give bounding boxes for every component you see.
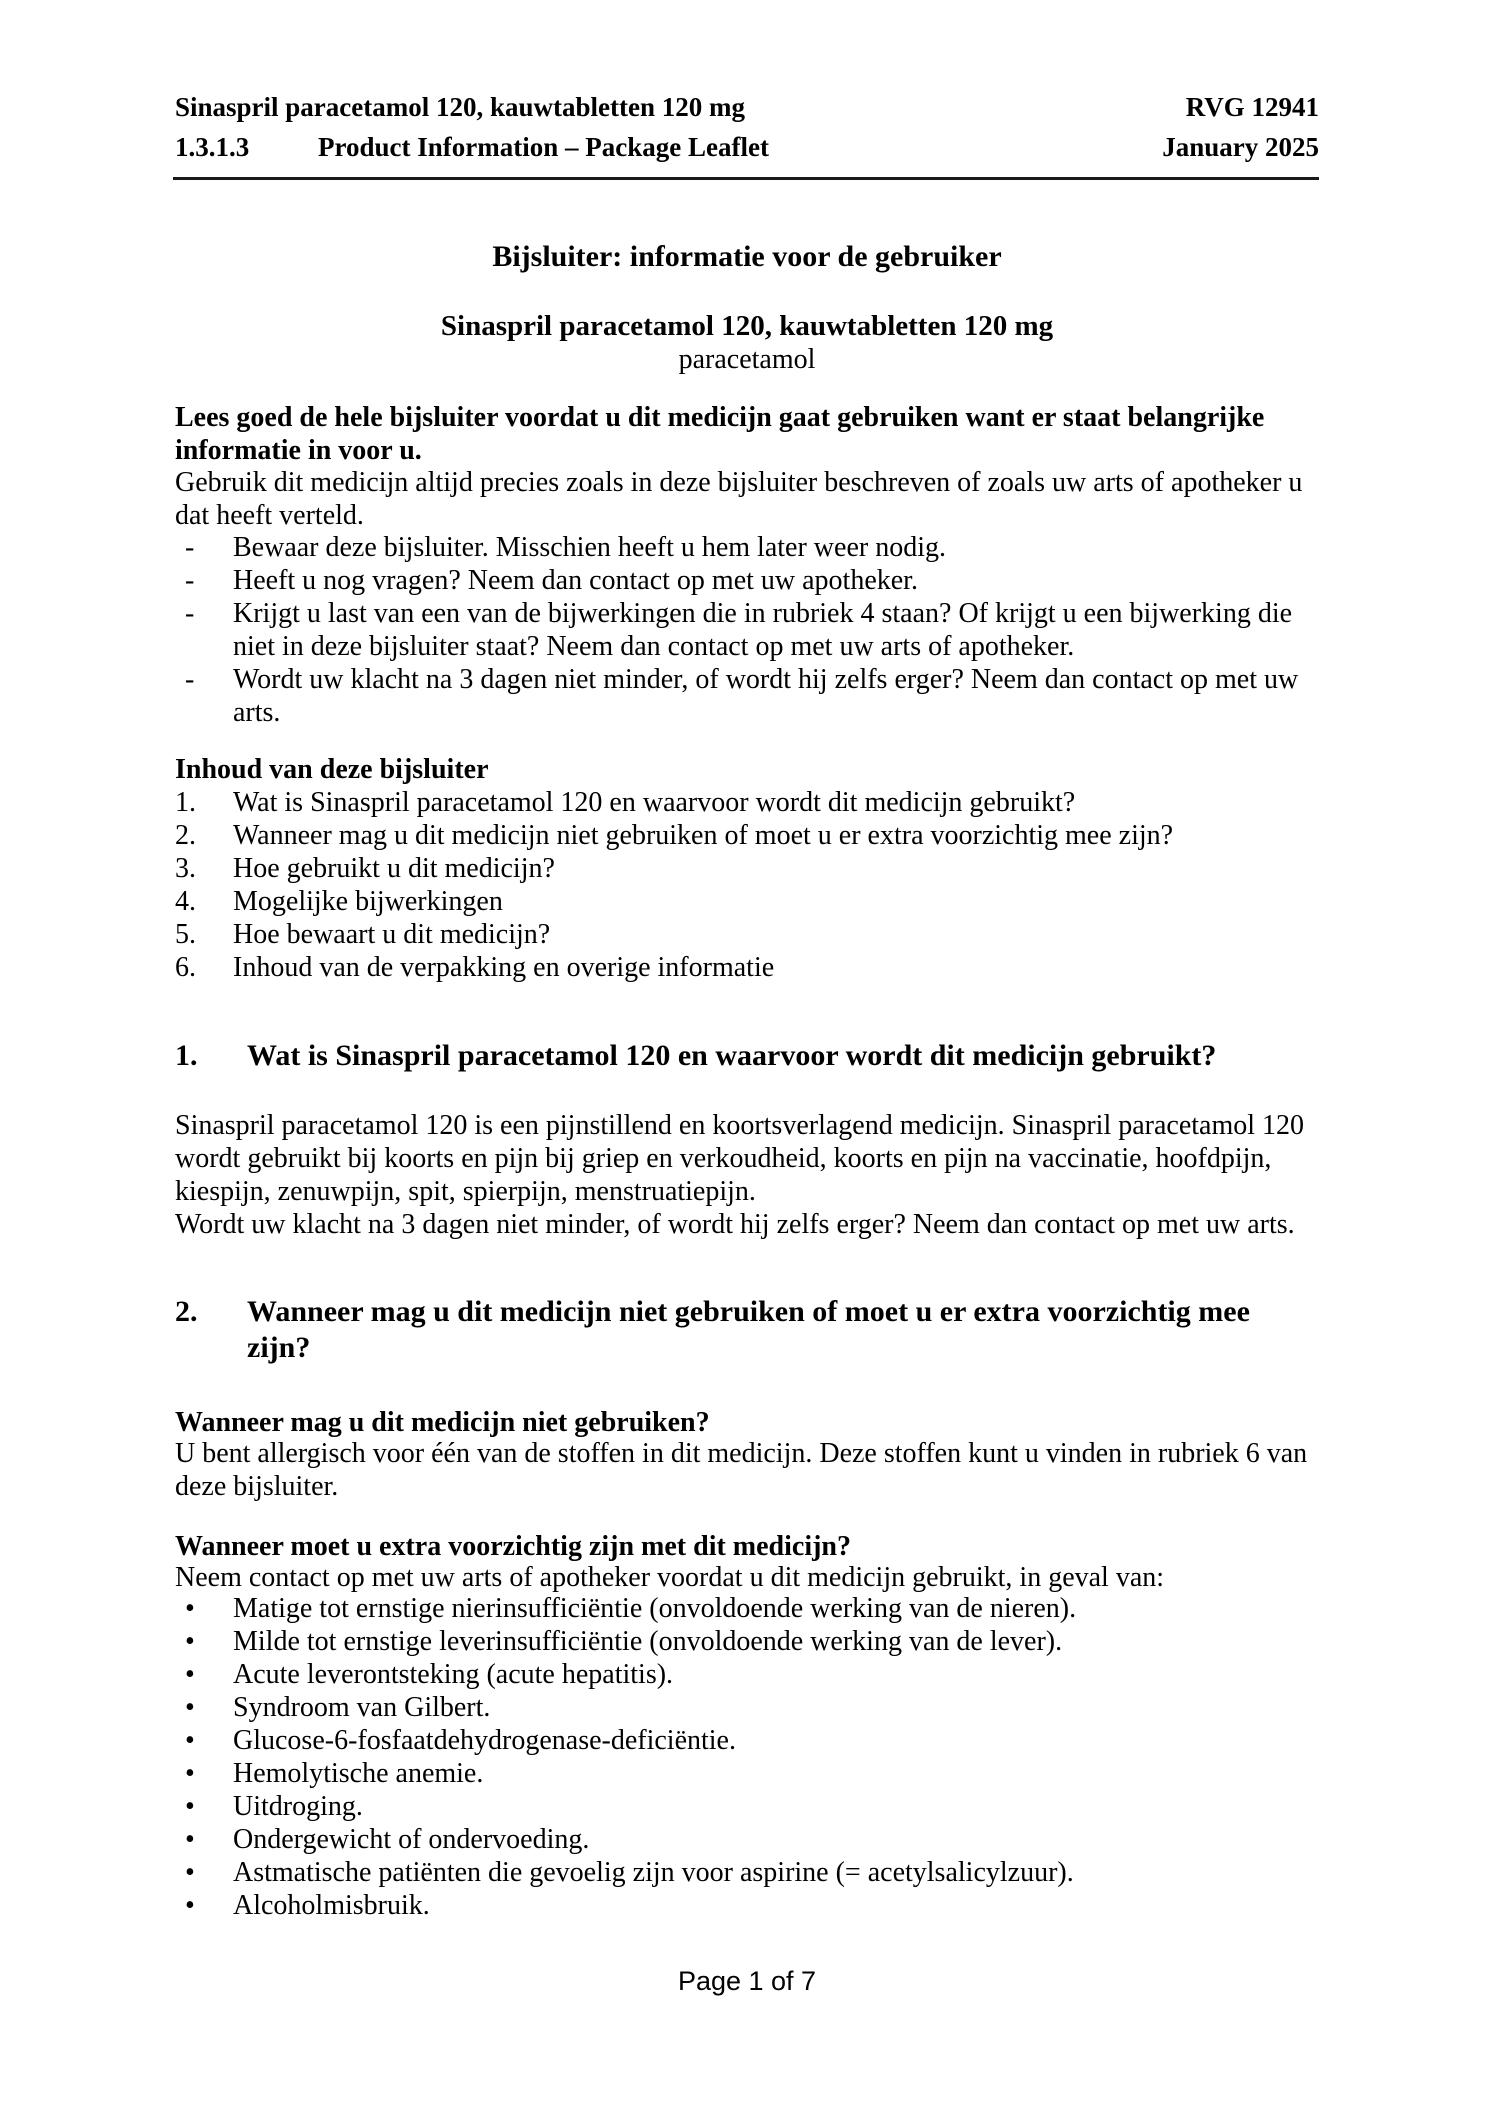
bullet-item: [175, 1856, 1319, 1889]
header-doc-info: [175, 132, 769, 163]
bullet-item-text: Ondergewicht of ondervoeding.: [233, 1824, 590, 1855]
bullet-item-text: Astmatische patiënten die gevoelig zijn voor aspirine (= acetylsalicylzuur).: [233, 1857, 1074, 1888]
bullet-item: [175, 1823, 1319, 1856]
section-1-heading-text: Wat is Sinaspril paracetamol 120 en waarvoor wordt dit medicijn gebruikt?: [247, 1039, 1217, 1072]
bullet-marker: •: [185, 1593, 195, 1624]
bullet-marker: •: [185, 1758, 195, 1789]
toc-item: [175, 819, 1319, 852]
bullet-item-text: Syndroom van Gilbert.: [233, 1692, 491, 1723]
bullet-marker: •: [185, 1890, 195, 1921]
header-doc-type: Product Information – Package Leaflet: [318, 132, 769, 162]
bullet-item-text: Milde tot ernstige leverinsufficiëntie (onvoldoende werking van de lever).: [233, 1626, 1063, 1657]
header-product-name: Sinaspril paracetamol 120, kauwtabletten 120 mg: [175, 92, 745, 122]
toc-item-text: Mogelijke bijwerkingen: [233, 886, 503, 917]
dash-marker: -: [185, 598, 195, 629]
toc-item-text: Wanneer mag u dit medicijn niet gebruiken of moet u er extra voorzichtig mee zijn?: [233, 820, 1174, 851]
bullet-item-text: Hemolytische anemie.: [233, 1758, 484, 1789]
toc-item: [175, 852, 1319, 885]
toc-item-text: Hoe gebruikt u dit medicijn?: [233, 853, 555, 884]
list-item: [175, 663, 1319, 729]
intro-dash-list: [175, 531, 1319, 729]
toc-item: [175, 885, 1319, 918]
toc-list: [175, 786, 1319, 984]
toc-item-number: 6.: [175, 952, 196, 983]
header-doc-code: 1.3.1.3: [175, 132, 250, 162]
bullet-marker: •: [185, 1791, 195, 1822]
section-2-heading-text: Wanneer mag u dit medicijn niet gebruiken of moet u er extra voorzichtig mee zijn?: [247, 1295, 1250, 1364]
header-rvg-number: RVG 12941: [1185, 92, 1319, 122]
bullet-item: [175, 1757, 1319, 1790]
bullet-item: [175, 1625, 1319, 1658]
bullet-item: [175, 1691, 1319, 1724]
toc-item: [175, 951, 1319, 984]
list-item: [175, 564, 1319, 597]
bullet-item: [175, 1658, 1319, 1691]
leaflet-title: Bijsluiter: informatie voor de gebruiker: [492, 240, 1002, 273]
bullet-marker: •: [185, 1626, 195, 1657]
subsection-not-use-body: U bent allergisch voor één van de stoffen in dit medicijn. Deze stoffen kunt u vinden in rubriek 6 van deze bijsluiter.: [175, 1438, 1308, 1502]
bullet-marker: •: [185, 1857, 195, 1888]
subsection-caution-heading: Wanneer moet u extra voorzichtig zijn met dit medicijn?: [175, 1531, 852, 1562]
list-item-text: Krijgt u last van een van de bijwerkingen die in rubriek 4 staan? Of krijgt u een bijwerking die niet in deze bijsluiter staat? Neem dan contact op met uw arts of apotheker.: [233, 598, 1293, 662]
page-header-line-2: [175, 132, 1319, 163]
subsection-not-use-heading: Wanneer mag u dit medicijn niet gebruiken?: [175, 1407, 710, 1438]
toc-item-number: 2.: [175, 820, 196, 851]
page-header-line-1: [175, 92, 1319, 123]
bullet-item: [175, 1889, 1319, 1922]
section-1-paragraph: Sinaspril paracetamol 120 is een pijnstillend en koortsverlagend medicijn. Sinaspril paracetamol 120 wordt gebruikt bij koorts en pijn bij griep en verkoudheid, koorts en pijn na vaccinatie, hoofdpijn, kiespijn, zenuwpijn, spit, spierpijn, menstruatiepijn.: [175, 1110, 1305, 1207]
dash-marker: -: [185, 664, 195, 695]
bullet-item: [175, 1790, 1319, 1823]
toc-item-text: Hoe bewaart u dit medicijn?: [233, 919, 551, 950]
section-2-heading: [175, 1294, 1319, 1366]
list-item: [175, 597, 1319, 663]
bullet-item-text: Matige tot ernstige nierinsufficiëntie (onvoldoende werking van de nieren).: [233, 1593, 1077, 1624]
toc-item: [175, 918, 1319, 951]
toc-item: [175, 786, 1319, 819]
bullet-item-text: Alcoholmisbruik.: [233, 1890, 430, 1921]
bullet-item-text: Acute leverontsteking (acute hepatitis).: [233, 1659, 674, 1690]
header-divider-rule: [173, 177, 1319, 180]
read-carefully-notice: Lees goed de hele bijsluiter voordat u dit medicijn gaat gebruiken want er staat belangrijke informatie in voor u.: [175, 402, 1265, 466]
toc-item-number: 4.: [175, 886, 196, 917]
bullet-marker: •: [185, 1725, 195, 1756]
list-item-text: Bewaar deze bijsluiter. Misschien heeft u hem later weer nodig.: [233, 532, 946, 563]
subsection-caution-intro: Neem contact op met uw arts of apotheker voordat u dit medicijn gebruikt, in geval van:: [175, 1562, 1165, 1593]
header-date: January 2025: [1162, 132, 1319, 162]
toc-item-number: 5.: [175, 919, 196, 950]
toc-heading: Inhoud van deze bijsluiter: [175, 754, 489, 785]
toc-item-number: 1.: [175, 787, 196, 818]
toc-item-number: 3.: [175, 853, 196, 884]
product-title: Sinaspril paracetamol 120, kauwtabletten 120 mg: [440, 310, 1054, 342]
bullet-item: [175, 1724, 1319, 1757]
section-1-paragraph-2: Wordt uw klacht na 3 dagen niet minder, of wordt hij zelfs erger? Neem dan contact op met uw arts.: [175, 1209, 1295, 1240]
section-1-body: [175, 1109, 1319, 1241]
caution-bullet-list: [175, 1592, 1319, 1922]
bullet-item: [175, 1592, 1319, 1625]
bullet-marker: •: [185, 1692, 195, 1723]
bullet-item-text: Uitdroging.: [233, 1791, 363, 1822]
section-2-number: 2.: [175, 1295, 198, 1328]
page-number: Page 1 of 7: [677, 1966, 817, 1996]
usage-note: Gebruik dit medicijn altijd precies zoals in deze bijsluiter beschreven of zoals uw arts of apotheker u dat heeft verteld.: [175, 467, 1303, 531]
list-item-text: Wordt uw klacht na 3 dagen niet minder, of wordt hij zelfs erger? Neem dan contact op met uw arts.: [233, 664, 1299, 728]
dash-marker: -: [185, 565, 195, 596]
dash-marker: -: [185, 532, 195, 563]
list-item: [175, 531, 1319, 564]
bullet-marker: •: [185, 1659, 195, 1690]
toc-item-text: Inhoud van de verpakking en overige informatie: [233, 952, 775, 983]
list-item-text: Heeft u nog vragen? Neem dan contact op met uw apotheker.: [233, 565, 918, 596]
active-substance: paracetamol: [678, 344, 816, 375]
section-1-heading: [175, 1038, 1319, 1074]
bullet-marker: •: [185, 1824, 195, 1855]
toc-item-text: Wat is Sinaspril paracetamol 120 en waarvoor wordt dit medicijn gebruikt?: [233, 787, 1076, 818]
bullet-item-text: Glucose-6-fosfaatdehydrogenase-deficiëntie.: [233, 1725, 736, 1756]
section-1-number: 1.: [175, 1039, 198, 1072]
